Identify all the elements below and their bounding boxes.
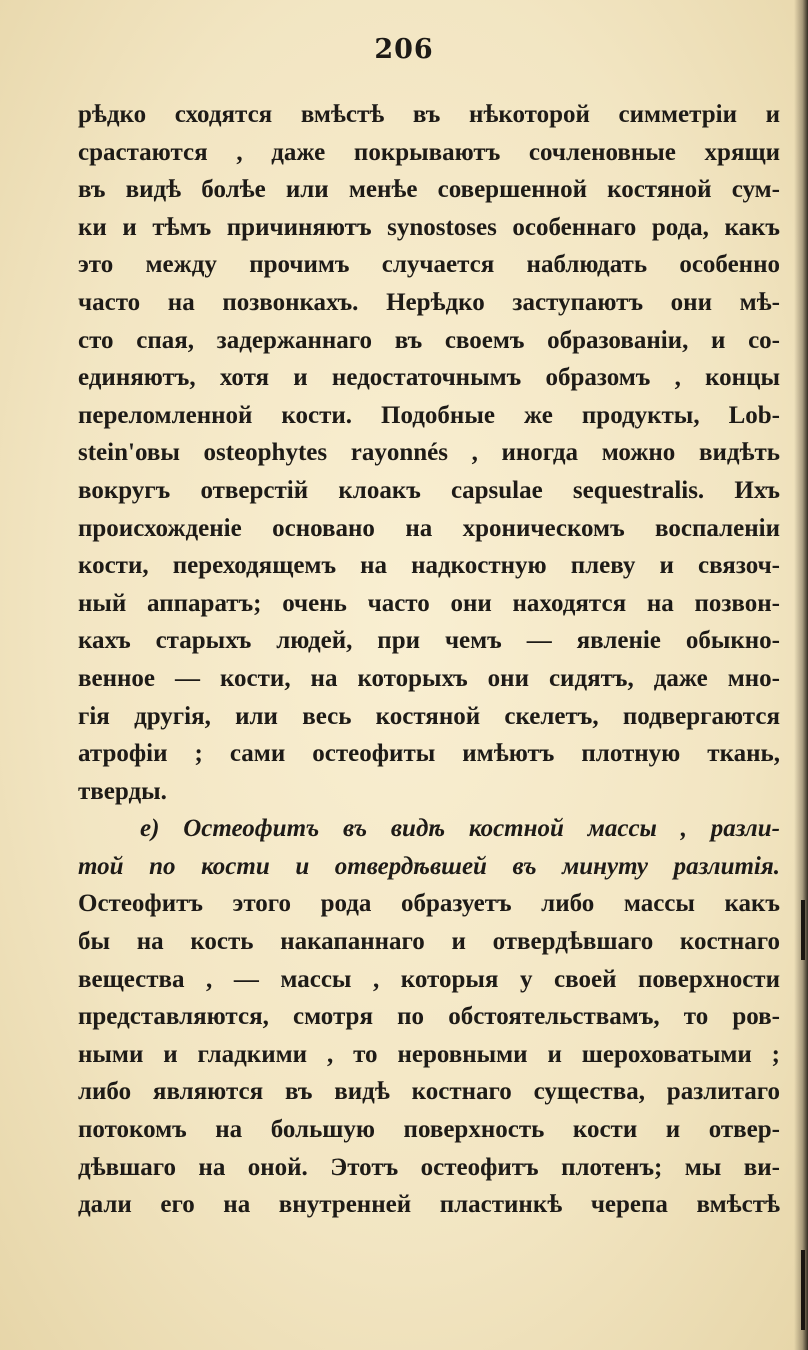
text-line: либо являются въ видѣ костнаго существа, разлитаго [78, 1078, 780, 1106]
text-line: сто спая, задержаннаго въ своемъ образованіи, и со- [78, 326, 780, 354]
section-heading-line: e) Остеофитъ въ видѣ костной массы , разли- [140, 815, 780, 843]
text-line: ными и гладкими , то неровными и шероховатыми ; [78, 1040, 780, 1068]
text-line: вокругъ отверстій клоакъ capsulae sequestralis. Ихъ [78, 476, 780, 504]
text-line: ный аппаратъ; очень часто они находятся на позвон- [78, 589, 780, 617]
text-line: происхожденіе основано на хроническомъ воспаленіи [78, 514, 780, 542]
text-line: единяютъ, хотя и недостаточнымъ образомъ , концы [78, 364, 780, 392]
text-line: дали его на внутренней пластинкѣ черепа вмѣстѣ [78, 1191, 780, 1219]
text-line: въ видѣ болѣе или менѣе совершенной костяной сум- [78, 176, 780, 204]
text-line: это между прочимъ случается наблюдать особенно [78, 251, 780, 279]
text-line: Остеофитъ этого рода образуетъ либо массы какъ [78, 890, 780, 918]
text-line: ки и тѣмъ причиняютъ synostoses особеннаго рода, какъ [78, 213, 780, 241]
text-line: часто на позвонкахъ. Нерѣдко заступаютъ они мѣ- [78, 288, 780, 316]
text-line: stein'овы osteophytes rayonnés , иногда можно видѣть [78, 439, 780, 467]
text-line: гія другія, или весь костяной скелетъ, подвергаются [78, 702, 780, 730]
text-line: срастаются , даже покрываютъ сочленовные хрящи [78, 138, 780, 166]
text-line: бы на кость накапаннаго и отвердѣвшаго костнаго [78, 928, 780, 956]
page-edge-shadow [794, 0, 808, 1350]
text-line: представляются, смотря по обстоятельствамъ, то ров- [78, 1003, 780, 1031]
text-line: потокомъ на большую поверхность кости и отвер- [78, 1116, 780, 1144]
text-line: кахъ старыхъ людей, при чемъ — явленіе обыкно- [78, 627, 780, 655]
text-line: переломленной кости. Подобные же продукты, Lob- [78, 401, 780, 429]
text-line: вещества , — массы , которыя у своей поверхности [78, 965, 780, 993]
page-edge-mark [801, 1250, 805, 1330]
text-line: рѣдко сходятся вмѣстѣ въ нѣкоторой симметріи и [78, 101, 780, 128]
section-heading-line: той по кости и отвердѣвшей въ минуту разлитія. [78, 852, 780, 880]
text-line: атрофіи ; сами остеофиты имѣютъ плотную ткань, [78, 740, 780, 768]
page-number: 206 [374, 34, 434, 65]
text-line: дѣвшаго на оной. Этотъ остеофитъ плотенъ; мы ви- [78, 1153, 780, 1181]
text-line: венное — кости, на которыхъ они сидятъ, даже мно- [78, 664, 780, 692]
text-line: кости, переходящемъ на надкостную плеву и связоч- [78, 552, 780, 580]
body-text [78, 96, 780, 1224]
page-edge-mark [801, 900, 805, 960]
text-line: тверды. [78, 777, 167, 805]
